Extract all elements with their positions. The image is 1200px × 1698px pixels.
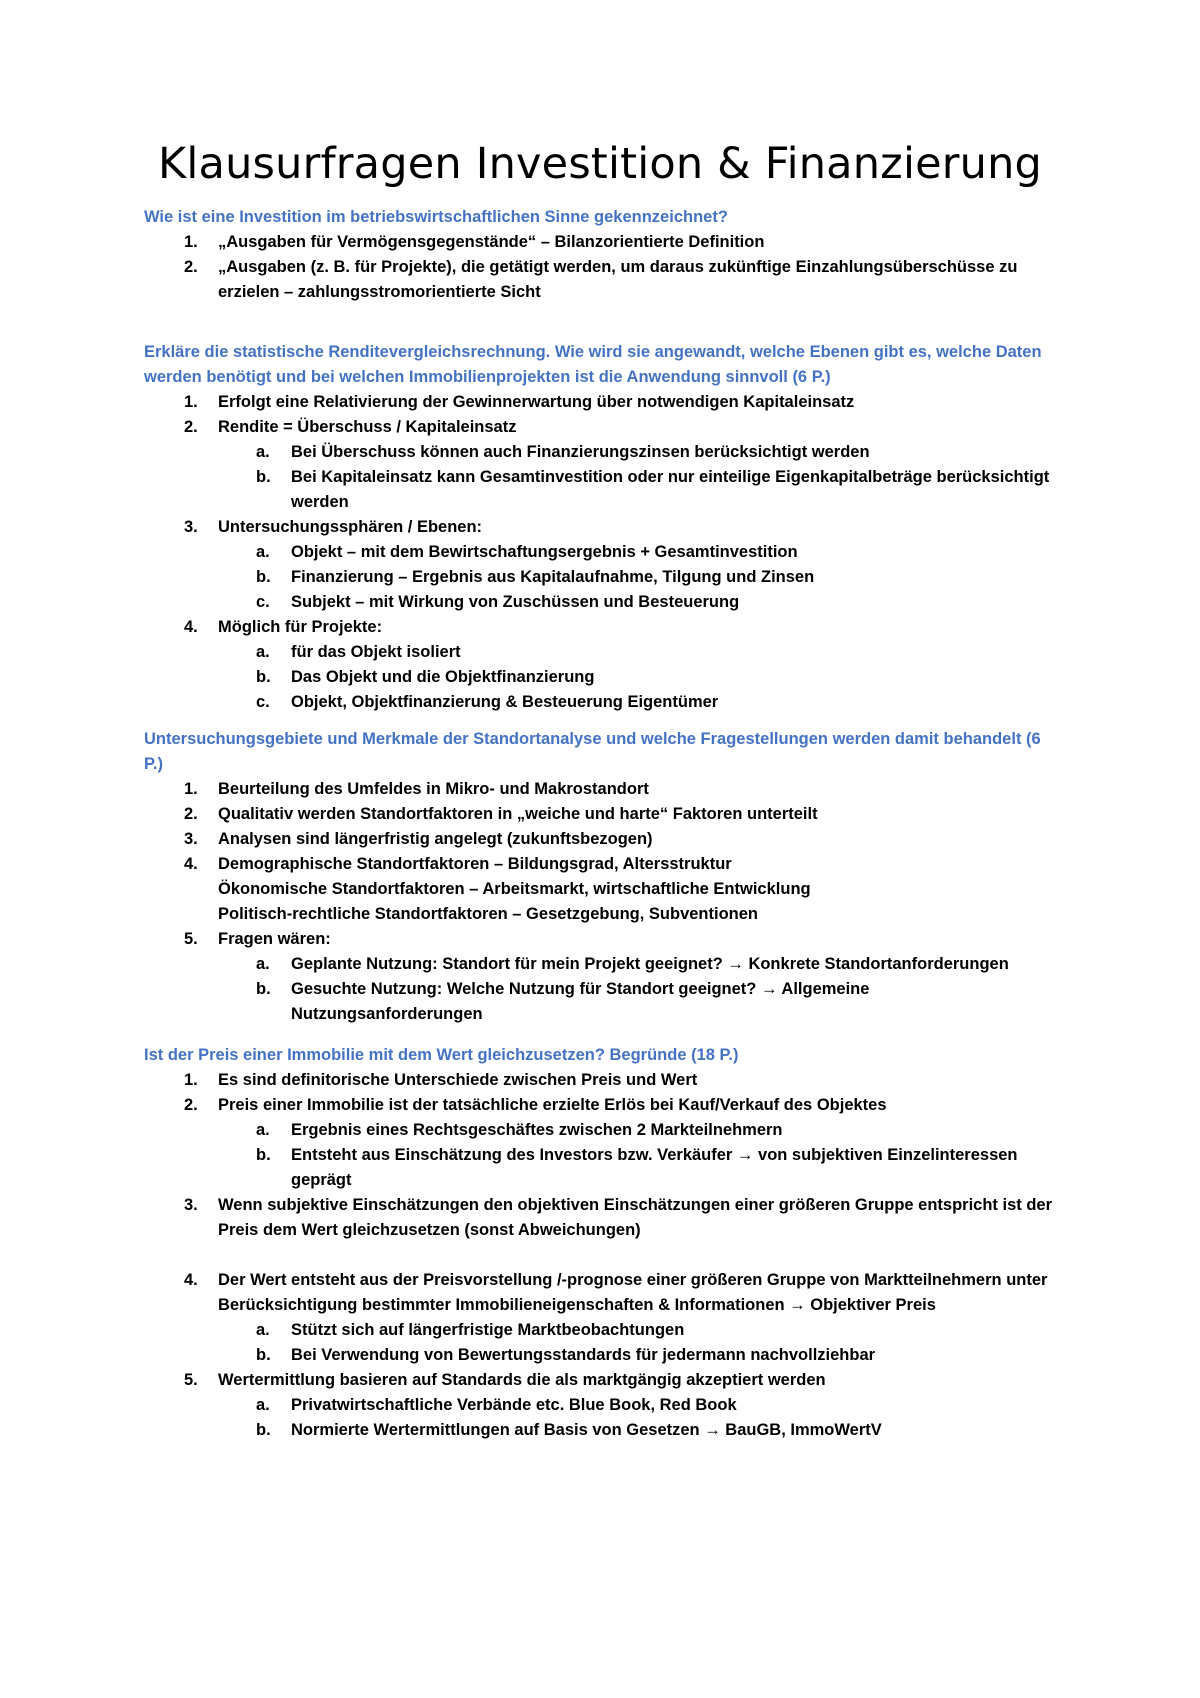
answer-text: Der Wert entsteht aus der Preisvorstellung /-prognose einer größeren Gruppe von Marktteilnehmern unter Berücksichtigung bestimmter Immobilieneigenschaften & Informationen → Objektiver Preis (218, 1271, 1048, 1314)
answer-item (144, 615, 1064, 640)
sub-answer-text: Gesuchte Nutzung: Welche Nutzung für Standort geeignet? → Allgemeine Nutzungsanforderungen (291, 980, 870, 1023)
answer-item (144, 515, 1064, 540)
sub-answer-item (144, 952, 1064, 977)
list-number: 4. (184, 1271, 198, 1289)
answer-text: Demographische Standortfaktoren – Bildungsgrad, Altersstruktur (218, 855, 732, 873)
sub-answer-item (144, 540, 1064, 565)
answer-item (144, 802, 1064, 827)
list-letter: b. (256, 1346, 271, 1364)
sub-answer-text: Geplante Nutzung: Standort für mein Projekt geeignet? → Konkrete Standortanforderungen (291, 955, 1009, 973)
list-number: 4. (184, 618, 198, 636)
list-number: 5. (184, 1371, 198, 1389)
answer-text: Untersuchungssphären / Ebenen: (218, 518, 483, 536)
list-letter: a. (256, 443, 270, 461)
answer-list (144, 1068, 1064, 1443)
question-section (144, 205, 1064, 305)
list-letter: b. (256, 468, 271, 486)
answer-text: Möglich für Projekte: (218, 618, 383, 636)
sub-answer-item (144, 640, 1064, 665)
answer-text: Analysen sind längerfristig angelegt (zukunftsbezogen) (218, 830, 653, 848)
answer-text: Erfolgt eine Relativierung der Gewinnerwartung über notwendigen Kapitaleinsatz (218, 393, 855, 411)
sub-answer-text: Finanzierung – Ergebnis aus Kapitalaufnahme, Tilgung und Zinsen (291, 568, 815, 586)
question-heading: Erkläre die statistische Renditevergleichsrechnung. Wie wird sie angewandt, welche Ebenen gibt es, welche Daten werden benötigt und bei welchen Immobilienprojekten ist die Anwendung sinnvoll (6 P.) (144, 343, 1042, 386)
question-section (144, 1043, 1064, 1443)
list-letter: c. (256, 593, 270, 611)
answer-text: „Ausgaben für Vermögensgegenstände“ – Bilanzorientierte Definition (218, 233, 765, 251)
answer-text-line: Politisch-rechtliche Standortfaktoren – Gesetzgebung, Subventionen (218, 905, 758, 923)
list-number: 1. (184, 1071, 198, 1089)
document-title: Klausurfragen Investition & Finanzierung (157, 139, 1043, 189)
answer-text: Rendite = Überschuss / Kapitaleinsatz (218, 418, 517, 436)
sub-answer-item (144, 1118, 1064, 1143)
answer-text: Qualitativ werden Standortfaktoren in „weiche und harte“ Faktoren unterteilt (218, 805, 818, 823)
answer-item (144, 927, 1064, 952)
sub-answer-item (144, 1143, 1064, 1193)
sub-answer-item (144, 1343, 1064, 1368)
list-letter: a. (256, 643, 270, 661)
answer-text: Fragen wären: (218, 930, 331, 948)
answer-text: Wertermittlung basieren auf Standards die als marktgängig akzeptiert werden (218, 1371, 826, 1389)
sub-answer-text: Bei Verwendung von Bewertungsstandards für jedermann nachvollziehbar (291, 1346, 876, 1364)
list-number: 2. (184, 1096, 198, 1114)
list-number: 1. (184, 780, 198, 798)
sub-answer-text: Privatwirtschaftliche Verbände etc. Blue Book, Red Book (291, 1396, 737, 1414)
answer-list (144, 777, 1064, 1027)
sub-answer-text: Objekt – mit dem Bewirtschaftungsergebnis + Gesamtinvestition (291, 543, 798, 561)
list-letter: a. (256, 955, 270, 973)
sub-answer-item (144, 690, 1064, 715)
sub-answer-text: Bei Überschuss können auch Finanzierungszinsen berücksichtigt werden (291, 443, 870, 461)
answer-item (144, 1193, 1064, 1243)
sub-answer-item (144, 977, 1064, 1027)
sub-answer-item (144, 440, 1064, 465)
sub-answer-text: für das Objekt isoliert (291, 643, 461, 661)
answer-item (144, 827, 1064, 852)
list-letter: b. (256, 568, 271, 586)
question-heading: Wie ist eine Investition im betriebswirtschaftlichen Sinne gekennzeichnet? (144, 208, 728, 226)
sub-answer-text: Objekt, Objektfinanzierung & Besteuerung Eigentümer (291, 693, 719, 711)
answer-text: „Ausgaben (z. B. für Projekte), die getätigt werden, um daraus zukünftige Einzahlungsüberschüsse zu erzielen – zahlungsstromorientierte Sicht (218, 258, 1018, 301)
answer-item (144, 415, 1064, 440)
answer-item (144, 230, 1064, 255)
list-number: 2. (184, 258, 198, 276)
sub-answer-text: Entsteht aus Einschätzung des Investors bzw. Verkäufer → von subjektiven Einzelinteressen geprägt (291, 1146, 1018, 1189)
sub-answer-text: Stützt sich auf längerfristige Marktbeobachtungen (291, 1321, 685, 1339)
answer-text: Es sind definitorische Unterschiede zwischen Preis und Wert (218, 1071, 698, 1089)
answer-item (144, 852, 1064, 927)
answer-item (144, 255, 1064, 305)
answer-text: Wenn subjektive Einschätzungen den objektiven Einschätzungen einer größeren Gruppe entspricht ist der Preis dem Wert gleichzusetzen (sonst Abweichungen) (218, 1196, 1053, 1239)
list-letter: a. (256, 1396, 270, 1414)
list-letter: b. (256, 668, 271, 686)
list-number: 3. (184, 830, 198, 848)
sub-answer-item (144, 590, 1064, 615)
answer-list (144, 390, 1064, 715)
list-number: 5. (184, 930, 198, 948)
list-number: 3. (184, 1196, 198, 1214)
list-letter: b. (256, 980, 271, 998)
list-letter: a. (256, 543, 270, 561)
list-letter: a. (256, 1121, 270, 1139)
question-heading: Ist der Preis einer Immobilie mit dem Wert gleichzusetzen? Begründe (18 P.) (144, 1046, 739, 1064)
answer-item (144, 1368, 1064, 1393)
sub-answer-item (144, 465, 1064, 515)
sub-answer-text: Normierte Wertermittlungen auf Basis von Gesetzen → BauGB, ImmoWertV (291, 1421, 882, 1439)
answer-item (144, 777, 1064, 802)
question-section (144, 727, 1064, 1027)
sub-answer-item (144, 1393, 1064, 1418)
answer-text: Beurteilung des Umfeldes in Mikro- und Makrostandort (218, 780, 649, 798)
sub-answer-text: Subjekt – mit Wirkung von Zuschüssen und Besteuerung (291, 593, 740, 611)
sub-answer-item (144, 1418, 1064, 1443)
question-heading: Untersuchungsgebiete und Merkmale der Standortanalyse und welche Fragestellungen werden damit behandelt (6 P.) (144, 730, 1041, 773)
list-number: 1. (184, 393, 198, 411)
sub-answer-item (144, 565, 1064, 590)
list-letter: c. (256, 693, 270, 711)
sub-answer-text: Ergebnis eines Rechtsgeschäftes zwischen 2 Markteilnehmern (291, 1121, 783, 1139)
answer-item (144, 1093, 1064, 1118)
list-letter: a. (256, 1321, 270, 1339)
sub-answer-text: Das Objekt und die Objektfinanzierung (291, 668, 595, 686)
answer-text: Preis einer Immobilie ist der tatsächliche erzielte Erlös bei Kauf/Verkauf des Objektes (218, 1096, 887, 1114)
list-number: 2. (184, 805, 198, 823)
answer-item (144, 390, 1064, 415)
list-gap (144, 1243, 1064, 1268)
list-letter: b. (256, 1421, 271, 1439)
sub-answer-text: Bei Kapitaleinsatz kann Gesamtinvestition oder nur einteilige Eigenkapitalbeträge berücksichtigt werden (291, 468, 1050, 511)
list-number: 3. (184, 518, 198, 536)
list-number: 4. (184, 855, 198, 873)
answer-item (144, 1268, 1064, 1318)
list-number: 2. (184, 418, 198, 436)
sub-answer-item (144, 665, 1064, 690)
answer-list (144, 230, 1064, 305)
list-letter: b. (256, 1146, 271, 1164)
answer-text-line: Ökonomische Standortfaktoren – Arbeitsmarkt, wirtschaftliche Entwicklung (218, 880, 811, 898)
list-number: 1. (184, 233, 198, 251)
question-section (144, 340, 1064, 715)
answer-item (144, 1068, 1064, 1093)
sub-answer-item (144, 1318, 1064, 1343)
